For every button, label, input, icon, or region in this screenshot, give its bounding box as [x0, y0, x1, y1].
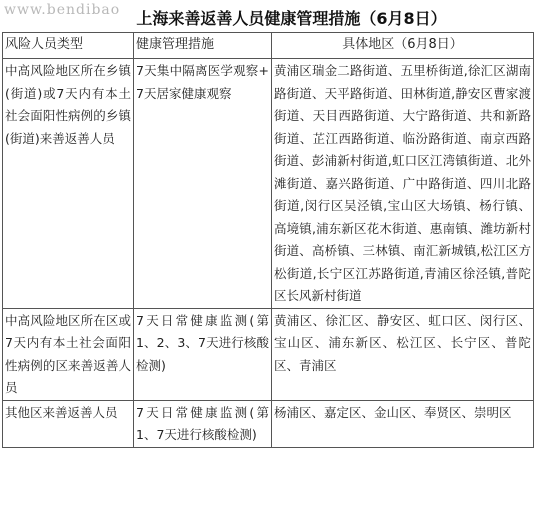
header-specific-area: 具体地区（6月8日） — [272, 33, 534, 59]
page-title: 上海来善返善人员健康管理措施（6月8日） — [136, 9, 447, 28]
header-risk-type: 风险人员类型 — [3, 33, 134, 59]
row-1-measure: 7天集中隔离医学观察+7天居家健康观察 — [134, 59, 272, 309]
row-3-measure: 7天日常健康监测(第1、7天进行核酸检测) — [134, 400, 272, 447]
row-1-risk-type: 中高风险地区所在乡镇(街道)或7天内有本土社会面阳性病例的乡镇(街道)来善返善人员 — [3, 59, 134, 309]
row-3-risk-type: 其他区来善返善人员 — [3, 400, 134, 447]
row-2-area: 黄浦区、徐汇区、静安区、虹口区、闵行区、宝山区、浦东新区、松江区、长宁区、普陀区、青浦区 — [272, 308, 534, 400]
watermark-text: www.bendibao — [4, 2, 121, 18]
table-row — [3, 400, 534, 447]
row-1-area: 黄浦区瑞金二路街道、五里桥街道,徐汇区湖南路街道、天平路街道、田林街道,静安区曹家渡街道、天目西路街道、大宁路街道、共和新路街道、芷江西路街道、临汾路街道、南京西路街道、彭浦新村街道,虹口区江湾镇街道、北外滩街道、嘉兴路街道、广中路街道、四川北路街道,闵行区吴泾镇,宝山区大场镇、杨行镇、高境镇,浦东新区花木街道、惠南镇、潍坊新村街道、高桥镇、三林镇、南汇新城镇,松江区方松街道,长宁区江苏路街道,青浦区徐泾镇,普陀区长风新村街道 — [272, 59, 534, 309]
row-2-risk-type: 中高风险地区所在区或7天内有本土社会面阳性病例的区来善返善人员 — [3, 308, 134, 400]
header-health-measure: 健康管理措施 — [134, 33, 272, 59]
row-2-measure: 7天日常健康监测(第1、2、3、7天进行核酸检测) — [134, 308, 272, 400]
health-measures-table — [2, 32, 534, 448]
row-3-area: 杨浦区、嘉定区、金山区、奉贤区、崇明区 — [272, 400, 534, 447]
table-header-row — [3, 33, 534, 59]
table-row — [3, 308, 534, 400]
table-row — [3, 59, 534, 309]
